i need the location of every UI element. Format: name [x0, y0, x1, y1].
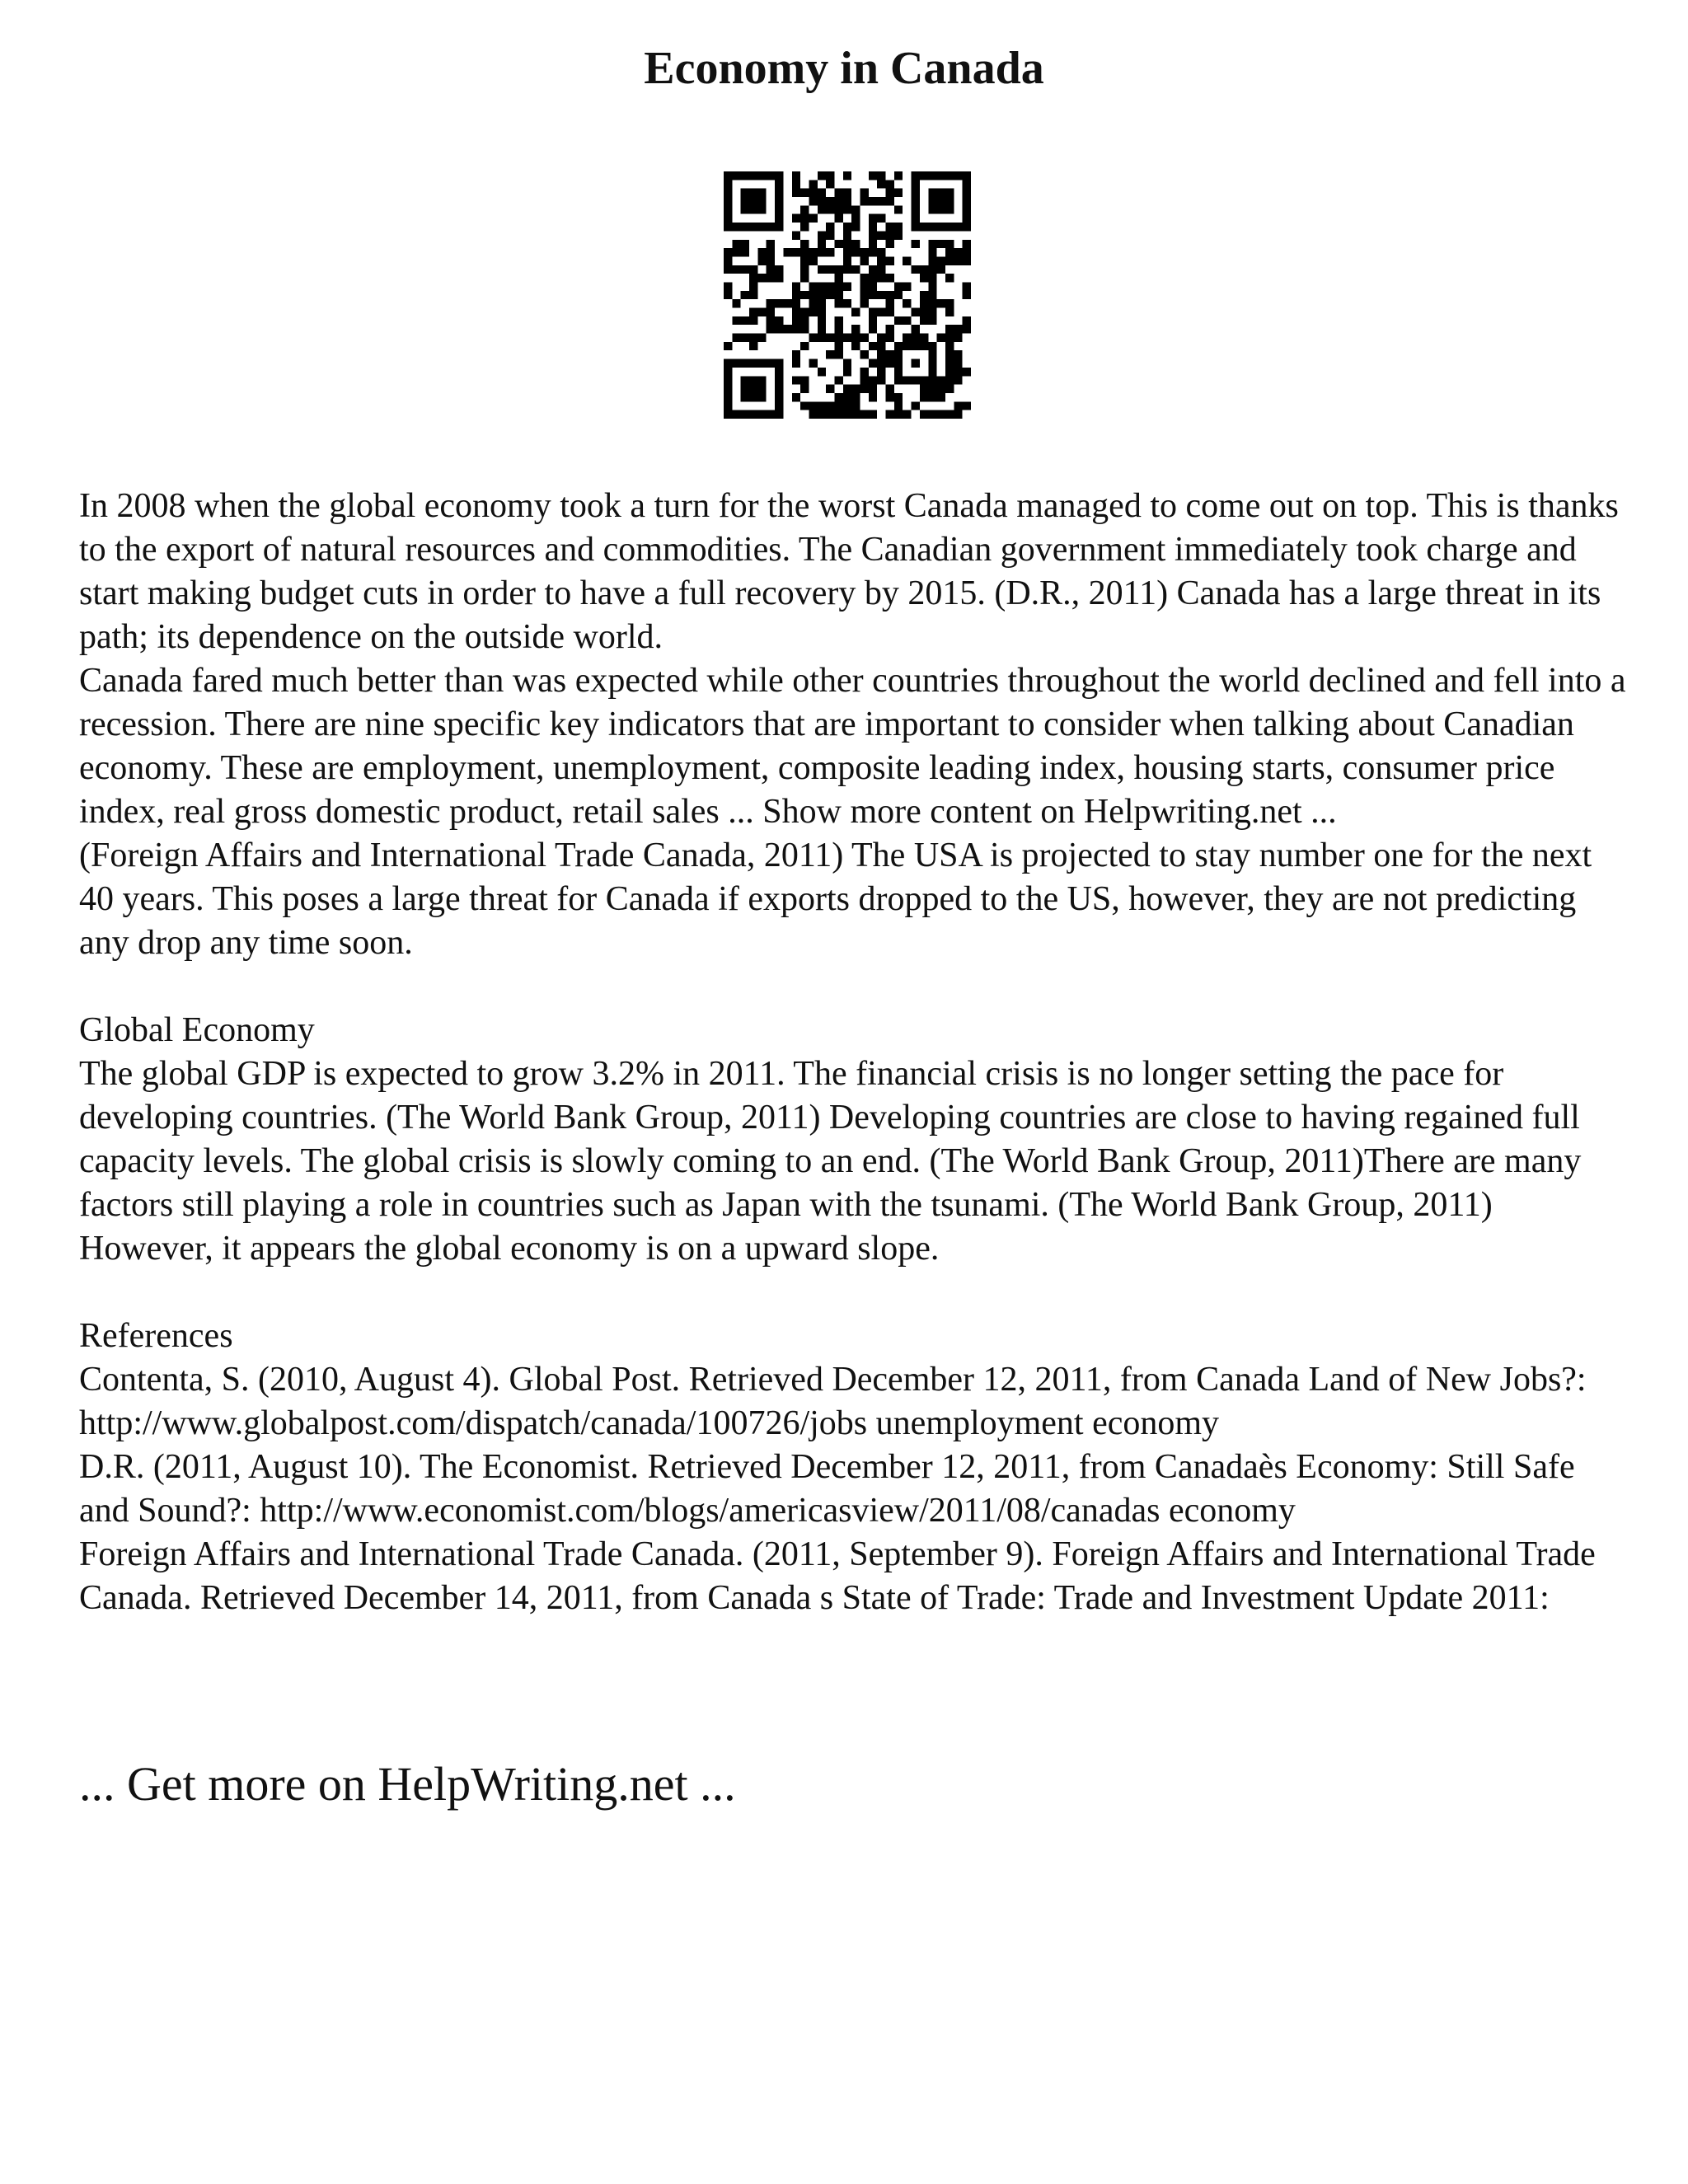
page-title: Economy in Canada: [644, 43, 1044, 94]
paragraph-global-economy: The global GDP is expected to grow 3.2% in 2011. The financial crisis is no longer setting the pace for developing countries. (The World Bank Group, 2011) Developing countries are close to having regained full capacity levels. The global crisis is slowly coming to an end. (The World Bank Group, 2011)There are many factors still playing a role in countries such as Japan with the tsunami. (The World Bank Group, 2011) However, it appears the global economy is on a upward slope.: [79, 1055, 1582, 1268]
document-body: [79, 485, 1629, 1620]
paragraph-indicators: Canada fared much better than was expected while other countries throughout the world declined and fell into a recession. There are nine specific key indicators that are important to consider when talking about Canadian economy. These are employment, unemployment, composite leading index, housing starts, consumer price index, real gross domestic product, retail sales ... Show more content on Helpwriting.net ...: [79, 662, 1626, 831]
section-heading-references: References: [79, 1317, 233, 1355]
reference-item: D.R. (2011, August 10). The Economist. Retrieved December 12, 2011, from Canadaès Economy: Still Safe and Sound?: http://www.economist.com/blogs/americasview/2011/08/canadas economy: [79, 1448, 1575, 1530]
paragraph-intro: In 2008 when the global economy took a turn for the worst Canada managed to come out on top. This is thanks to the export of natural resources and commodities. The Canadian government immediately took charge and start making budget cuts in order to have a full recovery by 2015. (D.R., 2011) Canada has a large threat in its path; its dependence on the outside world.: [79, 487, 1619, 656]
spacer: [79, 965, 1629, 1009]
get-more-link[interactable]: ... Get more on HelpWriting.net ...: [79, 1757, 736, 1811]
reference-item: Contenta, S. (2010, August 4). Global Post. Retrieved December 12, 2011, from Canada Land of New Jobs?: http://www.globalpost.com/dispatch/canada/100726/jobs unemployment economy: [79, 1361, 1587, 1442]
paragraph-usa-threat: (Foreign Affairs and International Trade Canada, 2011) The USA is projected to stay number one for the next 40 years. This poses a large threat for Canada if exports dropped to the US, however, they are not predicting any drop any time soon.: [79, 837, 1592, 962]
qr-code-icon[interactable]: [724, 171, 971, 419]
section-heading-global-economy: Global Economy: [79, 1011, 315, 1049]
qr-code-graphic: [724, 171, 971, 419]
reference-item: Foreign Affairs and International Trade Canada. (2011, September 9). Foreign Affairs and International Trade Canada. Retrieved December 14, 2011, from Canada s State of Trade: Trade and Investment Update 2011:: [79, 1535, 1596, 1617]
spacer: [79, 1271, 1629, 1315]
